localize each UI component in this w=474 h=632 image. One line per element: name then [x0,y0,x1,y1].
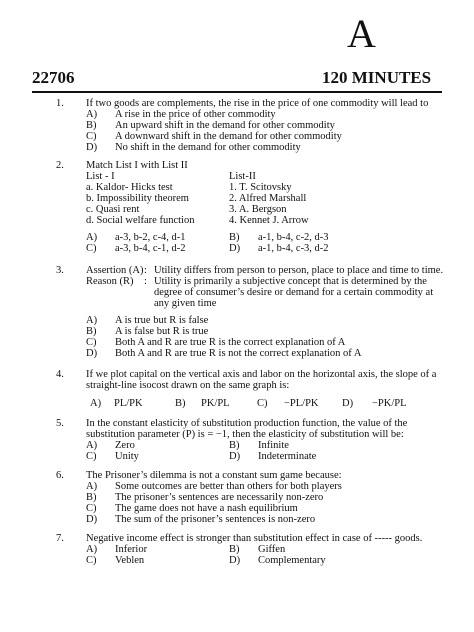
option-text: A is false but R is true [115,326,209,337]
question-stem: Negative income effect is stronger than substitution effect in case of ----- goods. [86,533,423,544]
option-text: Some outcomes are better than others for both players [115,481,342,492]
option-label: C) [86,451,97,462]
option-label: C) [257,398,268,409]
colon: : [144,276,147,287]
header-divider [32,91,442,93]
reason-text: degree of consumer’s desire or demand for a certain commodity at [154,287,434,298]
option-text: Zero [115,440,135,451]
option-text: No shift in the demand for other commodity [115,142,301,153]
question-stem: The Prisoner’s dilemma is not a constant sum game because: [86,470,342,481]
option-text: A downward shift in the demand for other commodity [115,131,342,142]
list2-item: 3. A. Bergson [229,204,287,215]
option-text: −PK/PL [372,398,407,409]
option-text: The sum of the prisoner’s sentences is non-zero [115,514,316,525]
assertion-label: Assertion (A) [86,265,144,276]
option-text: a-1, b-4, c-2, d-3 [258,232,329,243]
option-label: B) [86,120,97,131]
list2-item: 1. T. Scitovsky [229,182,292,193]
option-text: A is true but R is false [115,315,209,326]
option-text: a-3, b-2, c-4, d-1 [115,232,186,243]
option-label: A) [90,398,102,409]
option-text: The prisoner’s sentences are necessarily non-zero [115,492,324,503]
question-number: 1. [56,98,64,109]
option-label: A) [86,315,98,326]
question-stem: If two goods are complements, the rise in the price of one commodity will lead to [86,98,429,109]
option-label: C) [86,243,97,254]
option-text: PL/PK [114,398,143,409]
question-number: 3. [56,265,64,276]
option-text: PK/PL [201,398,230,409]
option-text: a-1, b-4, c-3, d-2 [258,243,329,254]
option-label: B) [229,440,240,451]
question-number: 7. [56,533,64,544]
question-number: 4. [56,369,64,380]
question-stem: In the constant elasticity of substitution production function, the value of the [86,418,408,429]
option-text: Giffen [258,544,286,555]
option-text: Both A and R are true R is not the correct explanation of A [115,348,362,359]
option-label: C) [86,337,97,348]
option-label: A) [86,232,98,243]
option-label: B) [86,492,97,503]
list2-item: 2. Alfred Marshall [229,193,307,204]
question-number: 2. [56,160,64,171]
option-label: D) [86,142,98,153]
option-text: a-3, b-4, c-1, d-2 [115,243,186,254]
option-label: D) [342,398,354,409]
option-text: An upward shift in the demand for other commodity [115,120,335,131]
option-text: Veblen [115,555,145,566]
reason-label: Reason (R) [86,276,134,287]
question-number: 6. [56,470,64,481]
option-text: −PL/PK [284,398,319,409]
list1-item: a. Kaldor- Hicks test [86,182,173,193]
colon: : [144,265,147,276]
option-label: B) [175,398,186,409]
option-text: Indeterminate [258,451,317,462]
paper-code: 22706 [32,68,75,87]
question-stem: straight-line isocost drawn on the same graph is: [86,380,290,391]
list1-heading: List - I [86,171,115,182]
option-text: The game does not have a nash equilibrium [115,503,298,514]
option-label: B) [229,544,240,555]
option-label: A) [86,109,98,120]
option-label: B) [229,232,240,243]
option-label: A) [86,481,98,492]
option-text: Unity [115,451,139,462]
list1-item: c. Quasi rent [86,204,140,215]
option-label: D) [229,451,241,462]
option-label: D) [86,348,98,359]
option-label: D) [229,555,241,566]
question-stem: If we plot capital on the vertical axis and labor on the horizontal axis, the slope of a [86,369,437,380]
option-label: B) [86,326,97,337]
list1-item: b. Impossibility theorem [86,193,189,204]
option-text: Complementary [258,555,326,566]
duration: 120 MINUTES [322,68,432,87]
option-label: D) [86,514,98,525]
option-text: Infinite [258,440,289,451]
list1-item: d. Social welfare function [86,215,195,226]
option-label: C) [86,503,97,514]
option-text: Inferior [115,544,148,555]
option-text: A rise in the price of other commodity [115,109,276,120]
question-stem: substitution parameter (P) is = −1, then the elasticity of substitution will be: [86,429,404,440]
option-label: A) [86,440,98,451]
list2-heading: List-II [229,171,256,182]
option-label: C) [86,555,97,566]
option-label: C) [86,131,97,142]
question-number: 5. [56,418,64,429]
option-label: D) [229,243,241,254]
reason-text: any given time [154,298,217,309]
series-letter: A [347,11,376,56]
list2-item: 4. Kennet J. Arrow [229,215,309,226]
option-label: A) [86,544,98,555]
option-text: Both A and R are true R is the correct explanation of A [115,337,346,348]
assertion-text: Utility differs from person to person, place to place and time to time. [154,265,444,276]
question-stem: Match List I with List II [86,160,188,171]
reason-text: Utility is primarily a subjective concept that is determined by the [154,276,427,287]
